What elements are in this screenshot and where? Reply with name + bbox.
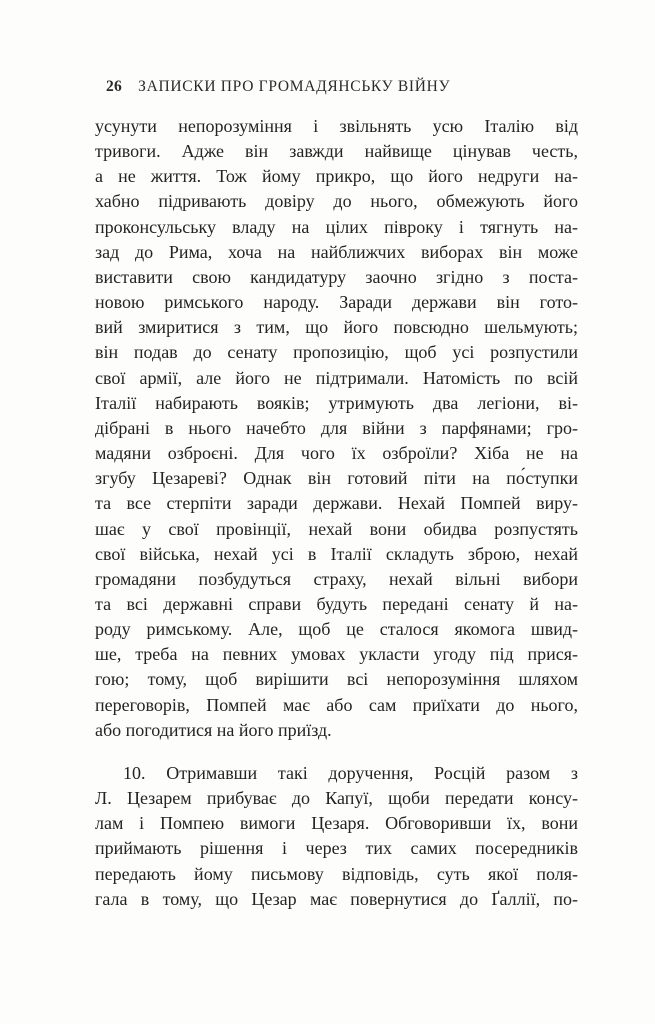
text-line: зад до Рима, хоча на найближчих виборах він може bbox=[95, 241, 578, 262]
text-line: лам і Помпею вимоги Цезаря. Обговоривши їх, вони bbox=[95, 813, 578, 834]
text-line: свої війська, нехай усі в Італії складуть зброю, нехай bbox=[95, 543, 578, 564]
text-line: свої армії, але його не підтримали. Натомість по всій bbox=[95, 367, 578, 388]
page-number: 26 bbox=[106, 78, 123, 95]
text-line: ше, треба на певних умовах укласти угоду під прися- bbox=[95, 644, 578, 665]
text-line: мадяни озброєні. Для чого їх озброїли? Хіба не на bbox=[95, 443, 578, 464]
text-line: громадяни позбудуться страху, нехай вільні вибори bbox=[95, 568, 578, 589]
text-line: переговорів, Помпей має або сам приїхати до нього, bbox=[95, 694, 578, 715]
text-line: Італії набирають вояків; утримують два легіони, ві- bbox=[95, 392, 578, 413]
text-line: виставити свою кандидатуру заочно згідно з поста- bbox=[95, 266, 578, 287]
text-line: або погодитися на його приїзд. bbox=[95, 719, 332, 740]
text-line: гою; тому, щоб вирішити всі непорозуміння шляхом bbox=[95, 669, 578, 690]
running-title: ЗАПИСКИ ПРО ГРОМАДЯНСЬКУ ВІЙНУ bbox=[138, 78, 451, 95]
text-line: Л. Цезарем прибуває до Капуї, щоби передати консу- bbox=[95, 788, 578, 809]
text-line: та всі державні справи будуть передані сенату й на- bbox=[95, 593, 578, 614]
text-line: вий змиритися з тим, що його повсюдно шельмують; bbox=[95, 317, 578, 338]
text-line: роду римському. Але, щоб це сталося якомога швид- bbox=[95, 619, 578, 640]
text-line: приймають рішення і через тих самих посередників bbox=[95, 838, 578, 859]
paragraph bbox=[95, 114, 578, 743]
text-line: згубу Цезареві? Однак він готовий піти на по́ступки bbox=[95, 468, 578, 489]
text-line: шає у свої провінції, нехай вони обидва розпустять bbox=[95, 518, 578, 539]
text-line: тривоги. Адже він завжди найвище цінував честь, bbox=[95, 141, 578, 162]
body-text bbox=[95, 114, 578, 912]
text-line: гала в тому, що Цезар має повернутися до Ґаллії, по- bbox=[95, 888, 578, 909]
text-line: передають йому письмову відповідь, суть якої поля- bbox=[95, 863, 578, 884]
text-line: 10. Отримавши такі доручення, Росцій разом з bbox=[123, 762, 578, 783]
text-line: дібрані в нього начебто для війни з парфянами; гро- bbox=[95, 417, 578, 438]
text-line: новою римського народу. Заради держави він гото- bbox=[95, 292, 578, 313]
text-line: усунути непорозуміння і звільнять усю Італію від bbox=[95, 116, 578, 136]
text-line: проконсульську владу на цілих півроку і тягнуть на- bbox=[95, 216, 578, 237]
text-line: а не життя. Тож йому прикро, що його недруги на- bbox=[95, 166, 578, 187]
text-line: та все стерпіти заради держави. Нехай Помпей виру- bbox=[95, 493, 578, 514]
page-header bbox=[95, 78, 578, 96]
text-line: він подав до сенату пропозицію, щоб усі розпустили bbox=[95, 342, 578, 363]
paragraph bbox=[95, 761, 578, 912]
text-line: хабно підривають довіру до нього, обмежують його bbox=[95, 191, 578, 212]
